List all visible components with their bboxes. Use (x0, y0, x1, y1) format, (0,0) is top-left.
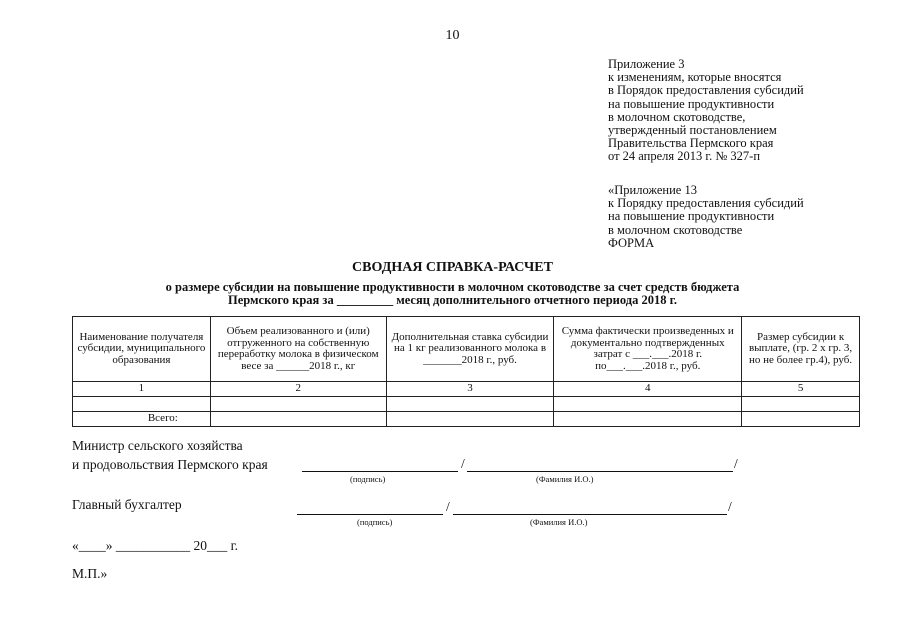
minister-title-line-2: и продовольствия Пермского края (72, 457, 268, 472)
table-cell (742, 412, 860, 427)
document-subtitle (80, 281, 825, 307)
table-row (73, 397, 860, 412)
slash: / (446, 499, 450, 514)
signature-caption: (подпись) (350, 474, 386, 484)
accountant-title: Главный бухгалтер (72, 497, 182, 512)
slash: / (461, 456, 465, 471)
subtitle-line-2: Пермского края за _________ месяц дополнительного отчетного периода 2018 г. (228, 293, 677, 307)
header-volume: Объем реализованного и (или) отгруженного на собственную переработку молока в физическом весе за ______2018 г., кг (210, 317, 386, 382)
form-label: ФОРМА (608, 236, 655, 250)
table-cell (210, 397, 386, 412)
accountant-name-line (453, 514, 727, 515)
total-label: Всего: (73, 412, 211, 427)
appendix-line: в молочном скотоводстве, (608, 109, 746, 124)
table-cell (73, 397, 211, 412)
column-number: 4 (554, 382, 742, 397)
appendix-line: в Порядок предоставления субсидий (608, 83, 804, 98)
appendix-line: на повышение продуктивности (608, 96, 775, 111)
signature-caption: (подпись) (357, 517, 393, 527)
name-caption: (Фамилия И.О.) (530, 517, 588, 527)
table-cell (386, 412, 554, 427)
minister-name-line (467, 471, 733, 472)
appendix-13-block (608, 184, 804, 237)
table-header-row (73, 317, 860, 382)
stamp-label: М.П.» (72, 566, 108, 581)
appendix-line: к Порядку предоставления субсидий (608, 196, 804, 211)
subtitle-line-1: о размере субсидии на повышение продуктивности в молочном скотоводстве за счет средств бюджета (165, 280, 740, 294)
header-recipient: Наименование получателя субсидии, муниципального образования (73, 317, 211, 382)
appendix-line: от 24 апреля 2013 г. № 327-п (608, 149, 761, 164)
header-rate: Дополнительная ставка субсидии на 1 кг реализованного молока в _______2018 г., руб. (386, 317, 554, 382)
column-number: 1 (73, 382, 211, 397)
minister-signature-line (302, 471, 458, 472)
header-costs: Сумма фактически произведенных и документально подтвержденных затрат с ___.___.2018 г. по___.___.2018 г., руб. (554, 317, 742, 382)
header-subsidy: Размер субсидии к выплате, (гр. 2 х гр. 3, но не более гр.4), руб. (742, 317, 860, 382)
appendix-line: к изменениям, которые вносятся (608, 70, 782, 85)
appendix-line: Правительства Пермского края (608, 136, 774, 151)
column-number: 5 (742, 382, 860, 397)
name-caption: (Фамилия И.О.) (536, 474, 594, 484)
slash: / (728, 499, 732, 514)
table-cell (742, 397, 860, 412)
table-cell (386, 397, 554, 412)
appendix-line: на повышение продуктивности (608, 209, 775, 224)
table-cell (554, 412, 742, 427)
slash: / (734, 456, 738, 471)
table-cell (554, 397, 742, 412)
appendix-line: утвержденный постановлением (608, 123, 777, 138)
subsidy-table (72, 316, 860, 427)
minister-title-line-1: Министр сельского хозяйства (72, 438, 243, 453)
appendix-line: «Приложение 13 (608, 183, 697, 197)
column-number: 2 (210, 382, 386, 397)
appendix-3-block (608, 58, 804, 164)
table-number-row (73, 382, 860, 397)
table-total-row (73, 412, 860, 427)
column-number: 3 (386, 382, 554, 397)
document-title: СВОДНАЯ СПРАВКА-РАСЧЕТ (352, 260, 553, 275)
date-line: «____» ___________ 20___ г. (72, 538, 239, 553)
page-number: 10 (445, 28, 460, 43)
appendix-line: Приложение 3 (608, 57, 685, 71)
table-cell (210, 412, 386, 427)
appendix-line: в молочном скотоводстве (608, 222, 743, 237)
accountant-signature-line (297, 514, 443, 515)
